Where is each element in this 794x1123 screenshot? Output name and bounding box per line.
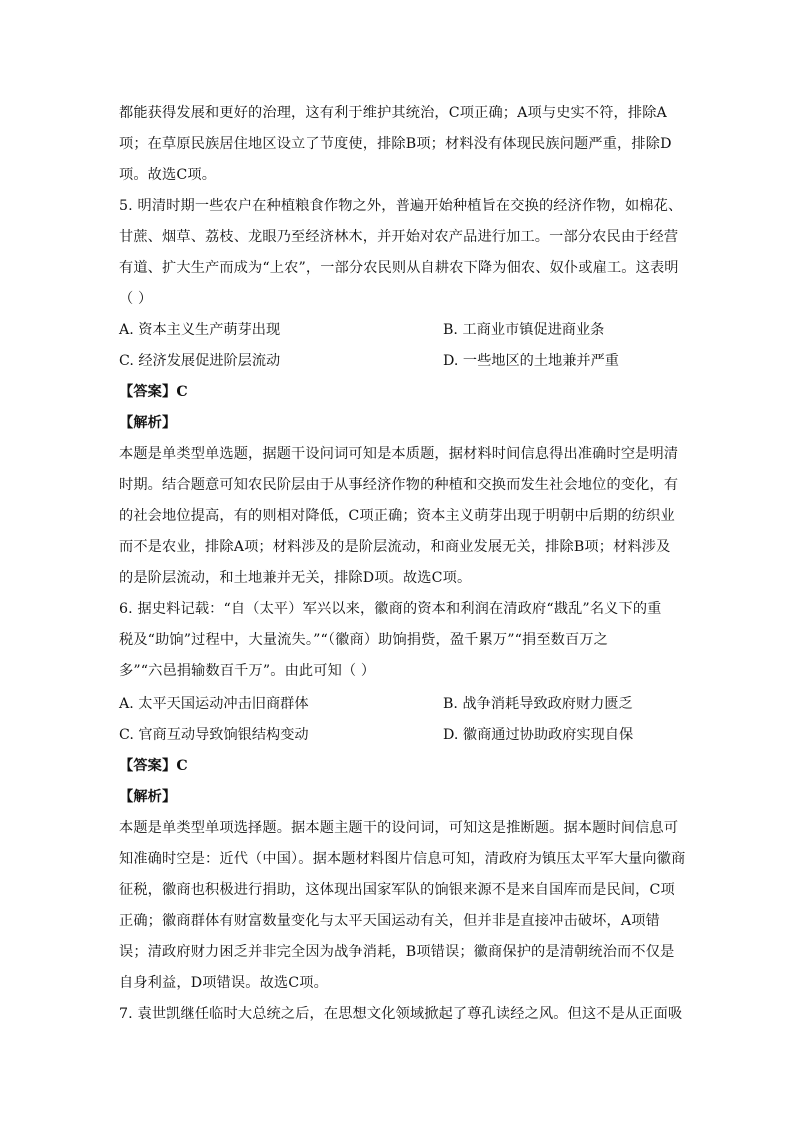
- question-5-option-b: B. 工商业市镇促进商业条: [443, 322, 605, 338]
- question-5-option-c: C. 经济发展促进阶层流动: [119, 353, 281, 369]
- question-5-option-d: D. 一些地区的土地兼并严重: [443, 353, 619, 369]
- question-5-analysis: 本题是单类型单选题，据题干设问词可知是本质题，据材料时间信息得出准确时空是明清: [119, 446, 679, 462]
- text-line: 都能获得发展和更好的治理，这有利于维护其统治，C项正确；A项与史实不符，排除A: [119, 105, 667, 121]
- question-5-option-a: A. 资本主义生产萌芽出现: [119, 322, 281, 338]
- question-6-option-c: C. 官商互动导致饷银结构变动: [119, 727, 309, 743]
- question-6-analysis: 自身利益，D项错误。故选C项。: [119, 975, 328, 991]
- question-6-analysis: 知准确时空是：近代（中国）。据本题材料图片信息可知，清政府为镇压太平军大量向徽商: [119, 851, 686, 867]
- question-6-stem: 税及“助饷”过程中，大量流失。”“（徽商）助饷捐赀，盈千累万”“捐至数百万之: [119, 632, 609, 648]
- question-6-stem: 6. 据史料记载：“自（太平）军兴以来，徽商的资本和利润在清政府“戡乱”名义下的重: [119, 601, 662, 617]
- question-6-stem: 多”“六邑捐输数百千万”。由此可知（ ）: [119, 663, 376, 679]
- question-5-analysis: 时期。结合题意可知农民阶层由于从事经济作物的种植和交换而发生社会地位的变化，有: [119, 477, 679, 493]
- question-6-analysis: 征税，徽商也积极进行捐助，这体现出国家军队的饷银来源不是来自国库而是民间，C项: [119, 882, 675, 898]
- question-6-option-b: B. 战争消耗导致政府财力匮乏: [443, 696, 633, 712]
- question-6-analysis: 本题是单类型单项选择题。据本题主题干的设问词，可知这是推断题。据本题时间信息可: [119, 820, 679, 836]
- question-6-analysis-label: 【解析】: [119, 789, 177, 805]
- question-5-analysis: 而不是农业，排除A项；材料涉及的是阶层流动，和商业发展无关，排除B项；材料涉及: [119, 539, 671, 555]
- question-6-option-d: D. 徽商通过协助政府实现自保: [443, 727, 634, 743]
- question-6-answer: 【答案】C: [119, 758, 188, 774]
- question-5-stem: （ ）: [119, 291, 153, 307]
- question-5-analysis: 的社会地位提高，有的则相对降低，C项正确；资本主义萌芽出现于明朝中后期的纺织业: [119, 508, 675, 524]
- question-5-analysis: 的是阶层流动，和土地兼并无关，排除D项。故选C项。: [119, 570, 472, 586]
- question-6-analysis: 正确；徽商群体有财富数量变化与太平天国运动有关，但并非是直接冲击破坏，A项错: [119, 913, 660, 929]
- question-7-stem: 7. 袁世凯继任临时大总统之后，在思想文化领域掀起了尊孔读经之风。但这不是从正面吸: [119, 1006, 683, 1022]
- question-6-analysis: 误；清政府财力困乏并非完全因为战争消耗，B项错误；徽商保护的是清朝统治而不仅是: [119, 944, 675, 960]
- question-5-stem: 甘蔗、烟草、荔枝、龙眼乃至经济林木，并开始对农产品进行加工。一部分农民由于经营: [119, 229, 679, 245]
- question-5-stem: 有道、扩大生产而成为“上农”，一部分农民则从自耕农下降为佃农、奴仆或雇工。这表明: [119, 260, 679, 276]
- question-6-option-a: A. 太平天国运动冲击旧商群体: [119, 696, 309, 712]
- text-line: 项；在草原民族居住地区设立了节度使，排除B项；材料没有体现民族问题严重，排除D: [119, 136, 672, 152]
- text-line: 项。故选C项。: [119, 167, 217, 183]
- question-5-analysis-label: 【解析】: [119, 415, 177, 431]
- question-5-answer: 【答案】C: [119, 384, 188, 400]
- question-5-stem: 5. 明清时期一些农户在种植粮食作物之外，普遍开始种植旨在交换的经济作物，如棉花、: [119, 198, 683, 214]
